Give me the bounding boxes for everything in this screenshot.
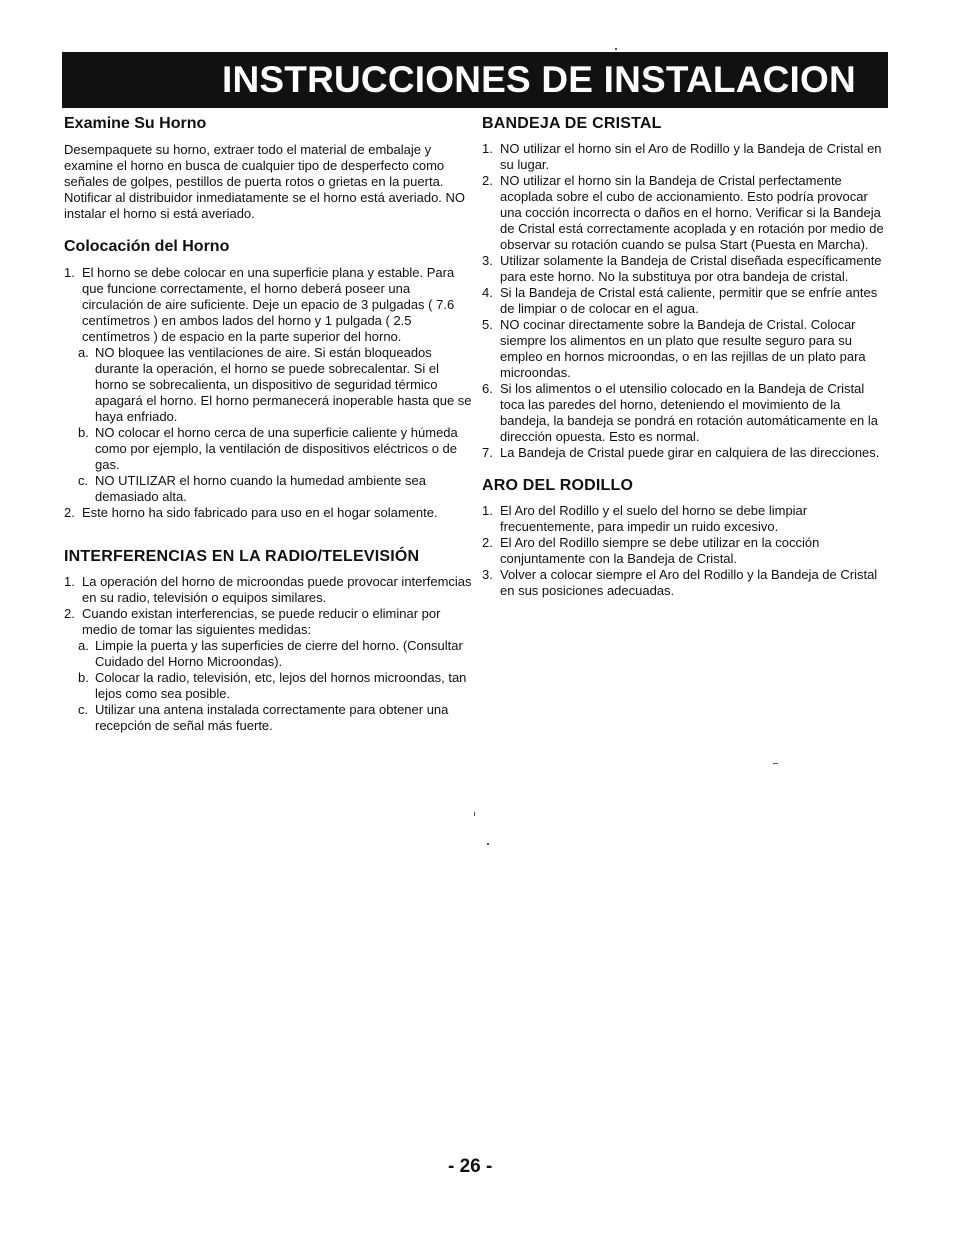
item-marker: b. bbox=[78, 425, 89, 440]
list-item bbox=[482, 253, 890, 285]
item-marker: 1. bbox=[482, 141, 493, 156]
item-text: Si los alimentos o el utensilio colocado en la Bandeja de Cristal toca las paredes del horno, deteniendo el movimiento de la bandeja, la bandeja se pondrá en rotación automáticamente en la dirección opuesta. Esto es normal. bbox=[500, 381, 878, 444]
section-heading-bandeja: BANDEJA DE CRISTAL bbox=[482, 115, 662, 132]
section-heading-interferencias: INTERFERENCIAS EN LA RADIO/TELEVISIÓN bbox=[64, 548, 420, 565]
bandeja-list bbox=[482, 141, 890, 461]
interferencias-sublist bbox=[64, 638, 474, 734]
scan-speck bbox=[487, 843, 489, 845]
examine-paragraph: Desempaquete su horno, extraer todo el material de embalaje y examine el horno en busca de cualquier tipo de desperfecto como señales de golpes, pestillos de puerta rotos o grietas en la puerta. Notificar al distribuidor inmediatamente se el horno está averiado. NO instalar el horno si está averiado. bbox=[64, 142, 466, 221]
item-marker: 1. bbox=[64, 574, 75, 589]
item-marker: 2. bbox=[482, 173, 493, 188]
list-item bbox=[482, 381, 890, 445]
item-text: Limpie la puerta y las superficies de cierre del horno. (Consultar Cuidado del Horno Microondas). bbox=[95, 638, 463, 669]
item-text: Si la Bandeja de Cristal está caliente, permitir que se enfríe antes de limpiar o de colocar en el agua. bbox=[500, 285, 878, 316]
left-column bbox=[64, 114, 474, 734]
list-item bbox=[64, 505, 474, 521]
item-text: Este horno ha sido fabricado para uso en el hogar solamente. bbox=[82, 505, 438, 520]
item-text: El Aro del Rodillo siempre se debe utilizar en la cocción conjuntamente con la Bandeja de Cristal. bbox=[500, 535, 820, 566]
item-marker: 3. bbox=[482, 567, 493, 582]
item-text: Volver a colocar siempre el Aro del Rodillo y la Bandeja de Cristal en sus posiciones adecuadas. bbox=[500, 567, 878, 598]
colocacion-list bbox=[64, 265, 474, 521]
list-item bbox=[482, 285, 890, 317]
section-heading-examine: Examine Su Horno bbox=[64, 115, 207, 132]
item-text: La Bandeja de Cristal puede girar en calquiera de las direcciones. bbox=[500, 445, 880, 460]
item-text: Colocar la radio, televisión, etc, lejos del hornos microondas, tan lejos como sea posible. bbox=[95, 670, 467, 701]
item-text: NO cocinar directamente sobre la Bandeja de Cristal. Colocar siempre los alimentos en un plato que resulte seguro para su empleo en hornos microondas, o en las rejillas de un plato para microondas. bbox=[500, 317, 866, 380]
item-marker: 4. bbox=[482, 285, 493, 300]
list-item bbox=[64, 265, 474, 505]
item-text: Cuando existan interferencias, se puede reducir o eliminar por medio de tomar las siguientes medidas: bbox=[82, 606, 441, 637]
list-item bbox=[64, 670, 474, 702]
item-text: La operación del horno de microondas puede provocar interfemcias en su radio, televisión o equipos similares. bbox=[82, 574, 472, 605]
item-text: NO utilizar el horno sin el Aro de Rodillo y la Bandeja de Cristal en su lugar. bbox=[500, 141, 882, 172]
interferencias-list bbox=[64, 574, 474, 734]
item-marker: a. bbox=[78, 638, 89, 653]
item-text: NO UTILIZAR el horno cuando la humedad ambiente sea demasiado alta. bbox=[95, 473, 426, 504]
item-marker: 3. bbox=[482, 253, 493, 268]
item-text: Utilizar una antena instalada correctamente para obtener una recepción de señal más fuerte. bbox=[95, 702, 449, 733]
item-marker: 2. bbox=[64, 505, 75, 520]
item-marker: 2. bbox=[482, 535, 493, 550]
item-marker: a. bbox=[78, 345, 89, 360]
item-text: NO bloquee las ventilaciones de aire. Si están bloqueados durante la operación, el horno se puede sobrecalentar. Si el horno se sobrecalienta, un dispositivo de seguridad térmico apagará el horno. El horno permanecerá inoperable hasta que se haya enfriado. bbox=[95, 345, 472, 424]
page-title-banner: INSTRUCCIONES DE INSTALACION bbox=[62, 52, 888, 108]
list-item bbox=[482, 503, 890, 535]
scan-speck bbox=[615, 48, 617, 50]
item-text: El Aro del Rodillo y el suelo del horno se debe limpiar frecuentemente, para impedir un ruido excesivo. bbox=[500, 503, 808, 534]
list-item bbox=[64, 425, 474, 473]
list-item bbox=[482, 173, 890, 253]
list-item bbox=[64, 606, 474, 734]
list-item bbox=[482, 317, 890, 381]
right-column bbox=[482, 114, 890, 599]
scan-speck bbox=[773, 763, 778, 764]
item-marker: c. bbox=[78, 473, 89, 488]
item-marker: c. bbox=[78, 702, 89, 717]
list-item bbox=[64, 574, 474, 606]
section-heading-aro: ARO DEL RODILLO bbox=[482, 477, 634, 494]
item-text: NO utilizar el horno sin la Bandeja de Cristal perfectamente acoplada sobre el cubo de accionamiento. Esto podría provocar una cocción incorrecta o daños en el horno. Verificar si la Bandeja de Cristal está correctamente acoplada y en rotación por medio de observar su rotación cuando se pulsa Start (Puesta en Marcha). bbox=[500, 173, 884, 252]
item-text: Utilizar solamente la Bandeja de Cristal diseñada específicamente para este horno. No la substituya por otra bandeja de cristal. bbox=[500, 253, 882, 284]
list-item bbox=[64, 473, 474, 505]
section-heading-colocacion: Colocación del Horno bbox=[64, 238, 230, 255]
page-number: - 26 - bbox=[448, 1156, 493, 1177]
list-item bbox=[482, 141, 890, 173]
list-item bbox=[482, 535, 890, 567]
item-text: NO colocar el horno cerca de una superficie caliente y húmeda como por ejemplo, la ventilación de dispositivos eléctricos o de gas. bbox=[95, 425, 458, 472]
list-item bbox=[64, 638, 474, 670]
item-marker: 7. bbox=[482, 445, 493, 460]
scan-speck bbox=[474, 812, 475, 816]
item-text: El horno se debe colocar en una superficie plana y estable. Para que funcione correctamente, el horno deberá poseer una circulación de aire suficiente. Deje un epacio de 3 pulgadas ( 7.6 centímetros ) en ambos lados del horno y 1 pulgada ( 2.5 centímetros ) de espacio en la parte superior del horno. bbox=[82, 265, 455, 344]
item-marker: 2. bbox=[64, 606, 75, 621]
item-marker: 6. bbox=[482, 381, 493, 396]
item-marker: 1. bbox=[482, 503, 493, 518]
item-marker: 5. bbox=[482, 317, 493, 332]
list-item bbox=[64, 345, 474, 425]
list-item bbox=[64, 702, 474, 734]
item-marker: 1. bbox=[64, 265, 75, 280]
list-item bbox=[482, 567, 890, 599]
item-marker: b. bbox=[78, 670, 89, 685]
colocacion-sublist bbox=[64, 345, 474, 505]
aro-list bbox=[482, 503, 890, 599]
list-item bbox=[482, 445, 890, 461]
